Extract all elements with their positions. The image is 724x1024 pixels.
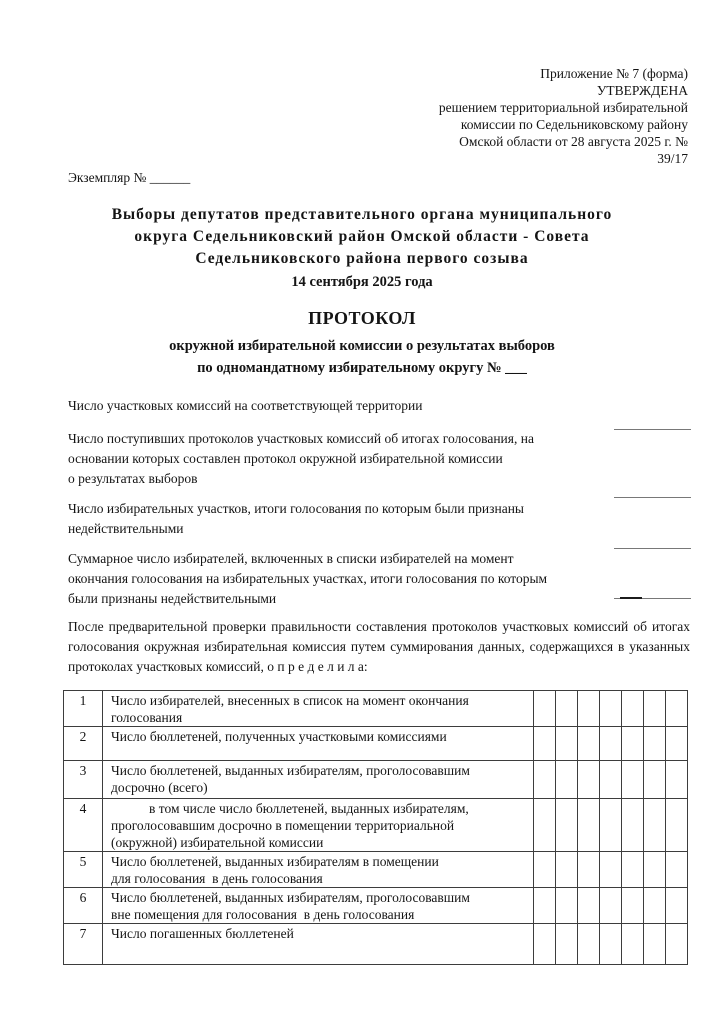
digit-cell	[644, 727, 666, 761]
approval-line: решением территориальной избирательной	[438, 100, 688, 115]
table-row	[64, 852, 688, 888]
election-title: Выборы депутатов представительного органа муниципального округа Седельниковский район Омской области - Совета Седельниковского района первого созыва	[111, 206, 613, 267]
digit-cell	[644, 888, 666, 924]
row-label-cell: Число бюллетеней, выданных избирателям, проголосовавшим досрочно (всего)	[103, 761, 534, 799]
approval-line: 39/17	[657, 151, 688, 166]
copy-number-label: Экземпляр № ______	[68, 170, 191, 185]
digit-cell	[534, 852, 556, 888]
digit-cell	[556, 761, 578, 799]
digit-cell	[600, 727, 622, 761]
digit-cell	[622, 761, 644, 799]
row-number-cell: 4	[64, 799, 103, 852]
row-number-cell: 7	[64, 924, 103, 965]
digit-cell	[600, 799, 622, 852]
digit-cell	[578, 727, 600, 761]
digit-cell	[600, 852, 622, 888]
row-label-cell: в том числе число бюллетеней, выданных избирателям, проголосовавшим досрочно в помещении территориальной (окружной) избирательной комиссии	[103, 799, 534, 852]
preamble-item-invalid-precincts: Число избирательных участков, итоги голосования по которым были признаны недействительными	[68, 501, 524, 536]
digit-cell	[622, 888, 644, 924]
digit-cell	[556, 691, 578, 727]
digit-cell	[600, 761, 622, 799]
row-number-cell: 3	[64, 761, 103, 799]
digit-cell	[578, 888, 600, 924]
digit-cell	[666, 924, 688, 965]
digit-cell	[600, 888, 622, 924]
digit-cell	[534, 761, 556, 799]
approval-line: УТВЕРЖДЕНА	[596, 83, 688, 98]
digit-cell	[556, 888, 578, 924]
digit-cell	[556, 852, 578, 888]
digit-cell	[666, 727, 688, 761]
row-number-cell: 2	[64, 727, 103, 761]
approval-line: Омской области от 28 августа 2025 г. №	[459, 134, 688, 149]
digit-cell	[644, 761, 666, 799]
digit-cell	[534, 727, 556, 761]
determination-paragraph: После предварительной проверки правильности составления протоколов участковых комиссий об итогах голосования окружная избирательная комиссия путем суммирования данных, содержащихся в указанных протоколах участковых комиссий, о п р е д е л и л а:	[68, 619, 690, 674]
digit-cell	[534, 799, 556, 852]
table-row	[64, 727, 688, 761]
digit-cell	[578, 761, 600, 799]
digit-cell	[600, 924, 622, 965]
digit-cell	[556, 799, 578, 852]
digit-cell	[578, 852, 600, 888]
digit-cell	[622, 727, 644, 761]
table-row	[64, 799, 688, 852]
digit-cell	[666, 888, 688, 924]
digit-cell	[578, 799, 600, 852]
protocol-subheading: окружной избирательной комиссии о результатах выборов по одномандатному избирательному округу № ___	[169, 338, 555, 376]
approval-line: комиссии по Седельниковскому району	[460, 117, 688, 132]
value-line	[614, 497, 691, 498]
digit-cell	[622, 924, 644, 965]
digit-cell	[644, 924, 666, 965]
approval-line: Приложение № 7 (форма)	[540, 66, 688, 81]
results-table	[63, 690, 688, 965]
preamble-item-protocols-received: Число поступивших протоколов участковых комиссий об итогах голосования, на основании которых составлен протокол окружной избирательной комиссии о результатах выборов	[68, 431, 534, 486]
preamble-item-commissions-count: Число участковых комиссий на соответствующей территории	[68, 398, 423, 413]
digit-cell	[578, 924, 600, 965]
preamble-item-voters-total: Суммарное число избирателей, включенных в списки избирателей на момент окончания голосования на избирательных участках, итоги голосования по которым были признаны недействительными	[68, 551, 548, 606]
digit-cell	[600, 691, 622, 727]
approval-block	[288, 65, 688, 167]
row-label-cell: Число бюллетеней, полученных участковыми комиссиями	[103, 727, 534, 761]
row-number-cell: 1	[64, 691, 103, 727]
digit-cell	[644, 691, 666, 727]
digit-cell	[644, 852, 666, 888]
row-label-cell: Число бюллетеней, выданных избирателям в помещении для голосования в день голосования	[103, 852, 534, 888]
digit-cell	[622, 799, 644, 852]
digit-cell	[556, 924, 578, 965]
value-line	[614, 429, 691, 430]
digit-cell	[578, 691, 600, 727]
digit-cell	[666, 852, 688, 888]
digit-cell	[666, 691, 688, 727]
digit-cell	[666, 799, 688, 852]
digit-cell	[534, 924, 556, 965]
digit-cell	[666, 761, 688, 799]
row-label-cell: Число погашенных бюллетеней	[103, 924, 534, 965]
protocol-heading: ПРОТОКОЛ	[308, 308, 416, 328]
table-row	[64, 691, 688, 727]
table-row	[64, 761, 688, 799]
row-label-cell: Число избирателей, внесенных в список на момент окончания голосования	[103, 691, 534, 727]
row-number-cell: 6	[64, 888, 103, 924]
value-line-mark	[620, 597, 642, 599]
digit-cell	[644, 799, 666, 852]
digit-cell	[534, 691, 556, 727]
value-line	[614, 548, 691, 549]
table-row	[64, 888, 688, 924]
election-date: 14 сентября 2025 года	[291, 274, 433, 290]
row-number-cell: 5	[64, 852, 103, 888]
row-label-cell: Число бюллетеней, выданных избирателям, проголосовавшим вне помещения для голосования в день голосования	[103, 888, 534, 924]
digit-cell	[622, 691, 644, 727]
digit-cell	[534, 888, 556, 924]
digit-cell	[556, 727, 578, 761]
table-row	[64, 924, 688, 965]
digit-cell	[622, 852, 644, 888]
